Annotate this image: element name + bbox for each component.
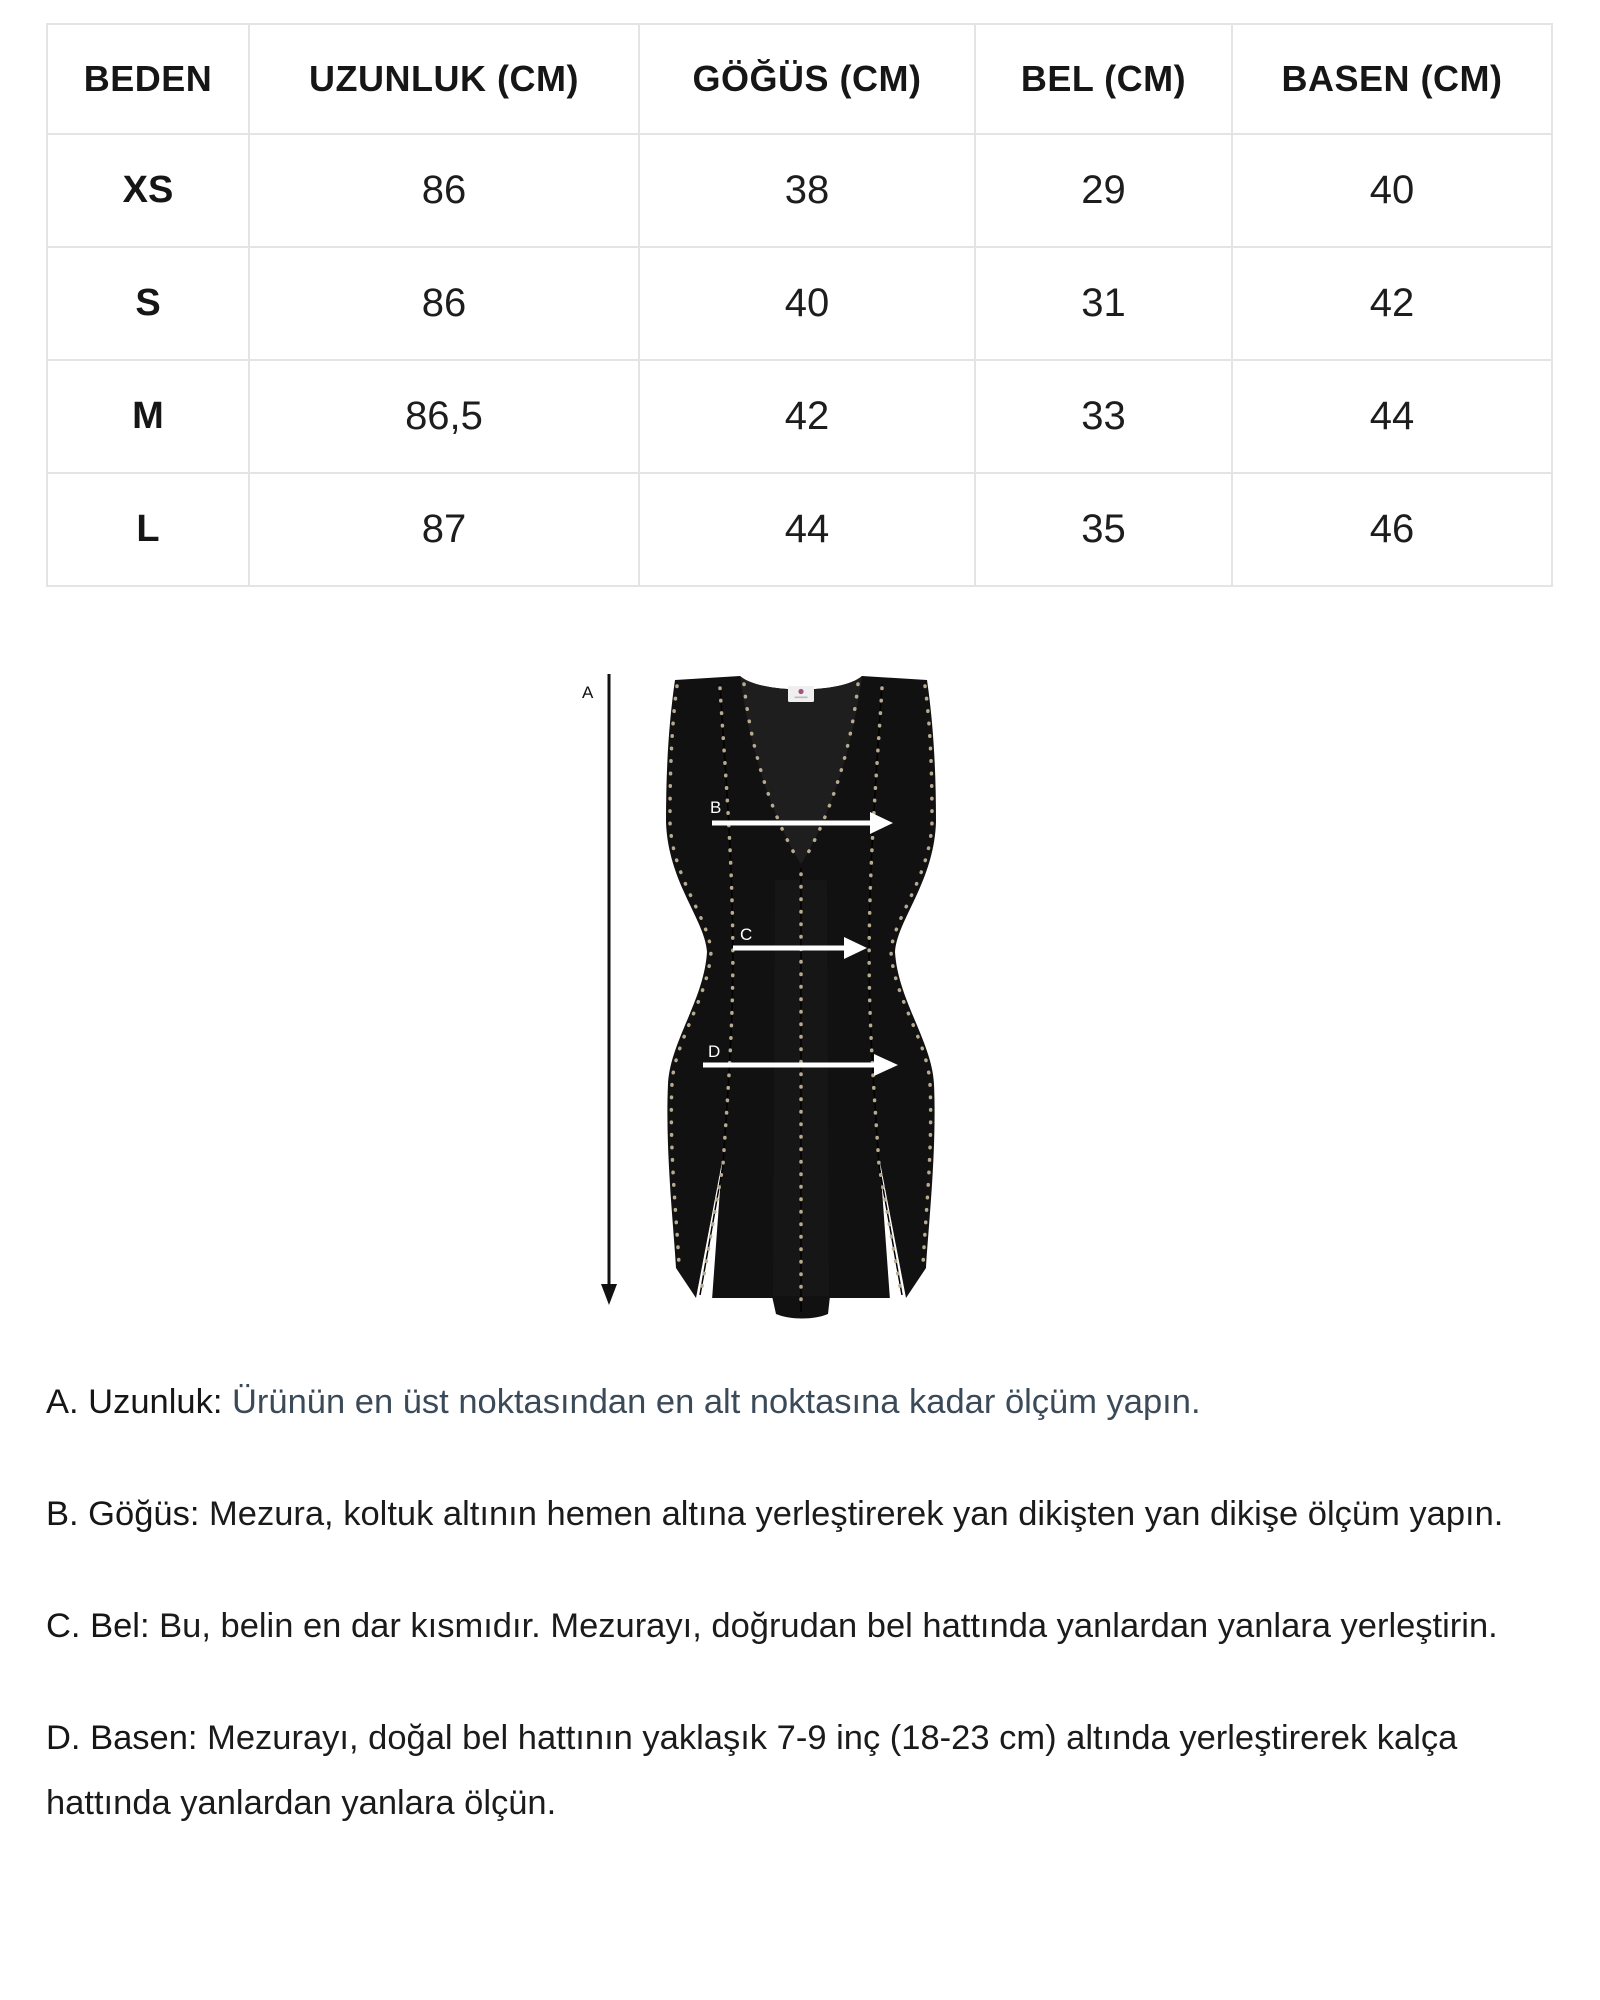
column-header-length: UZUNLUK (CM) bbox=[249, 24, 639, 134]
hip-value: 44 bbox=[1232, 360, 1552, 473]
waist-value: 29 bbox=[975, 134, 1232, 247]
arrow-label-b: B bbox=[710, 798, 722, 817]
chest-value: 40 bbox=[639, 247, 975, 360]
waist-value: 31 bbox=[975, 247, 1232, 360]
description-hip-label: D. Basen: bbox=[46, 1719, 198, 1757]
arrow-label-c: C bbox=[740, 925, 753, 944]
column-header-chest: GÖĞÜS (CM) bbox=[639, 24, 975, 134]
column-header-waist: BEL (CM) bbox=[975, 24, 1232, 134]
description-length-label: A. Uzunluk: bbox=[46, 1383, 223, 1421]
measurement-descriptions bbox=[46, 1370, 1591, 1883]
table-header-row bbox=[47, 24, 1552, 134]
measurement-diagram bbox=[570, 650, 970, 1330]
chest-value: 38 bbox=[639, 134, 975, 247]
hip-value: 40 bbox=[1232, 134, 1552, 247]
waist-value: 35 bbox=[975, 473, 1232, 586]
description-length-text: Ürünün en üst noktasından en alt noktasına kadar ölçüm yapın. bbox=[232, 1383, 1201, 1421]
length-value: 86 bbox=[249, 247, 639, 360]
arrow-length bbox=[582, 674, 617, 1305]
size-label: M bbox=[47, 360, 249, 473]
size-label: L bbox=[47, 473, 249, 586]
brand-tag bbox=[788, 686, 814, 702]
size-chart-table bbox=[46, 23, 1553, 587]
description-length bbox=[46, 1370, 1591, 1435]
chest-value: 42 bbox=[639, 360, 975, 473]
size-label: XS bbox=[47, 134, 249, 247]
description-chest-label: B. Göğüs: bbox=[46, 1495, 200, 1533]
length-value: 87 bbox=[249, 473, 639, 586]
column-header-hip: BASEN (CM) bbox=[1232, 24, 1552, 134]
description-waist-text: Bu, belin en dar kısmıdır. Mezurayı, doğrudan bel hattında yanlardan yanlara yerleştirin. bbox=[159, 1607, 1498, 1645]
length-value: 86 bbox=[249, 134, 639, 247]
waist-value: 33 bbox=[975, 360, 1232, 473]
description-hip bbox=[46, 1706, 1591, 1836]
arrow-label-a: A bbox=[582, 683, 594, 702]
description-chest bbox=[46, 1482, 1591, 1547]
description-waist-label: C. Bel: bbox=[46, 1607, 150, 1645]
description-chest-text: Mezura, koltuk altının hemen altına yerleştirerek yan dikişten yan dikişe ölçüm yapın. bbox=[209, 1495, 1504, 1533]
description-hip-text: Mezurayı, doğal bel hattının yaklaşık 7-9 inç (18-23 cm) altında yerleştirerek kalça hattında yanlardan yanlara ölçün. bbox=[46, 1719, 1458, 1822]
length-value: 86,5 bbox=[249, 360, 639, 473]
table-row bbox=[47, 247, 1552, 360]
hip-value: 46 bbox=[1232, 473, 1552, 586]
chest-value: 44 bbox=[639, 473, 975, 586]
description-waist bbox=[46, 1594, 1591, 1659]
table-row bbox=[47, 473, 1552, 586]
table-row bbox=[47, 134, 1552, 247]
table-row bbox=[47, 360, 1552, 473]
hip-value: 42 bbox=[1232, 247, 1552, 360]
size-label: S bbox=[47, 247, 249, 360]
column-header-size: BEDEN bbox=[47, 24, 249, 134]
arrow-label-d: D bbox=[708, 1042, 721, 1061]
